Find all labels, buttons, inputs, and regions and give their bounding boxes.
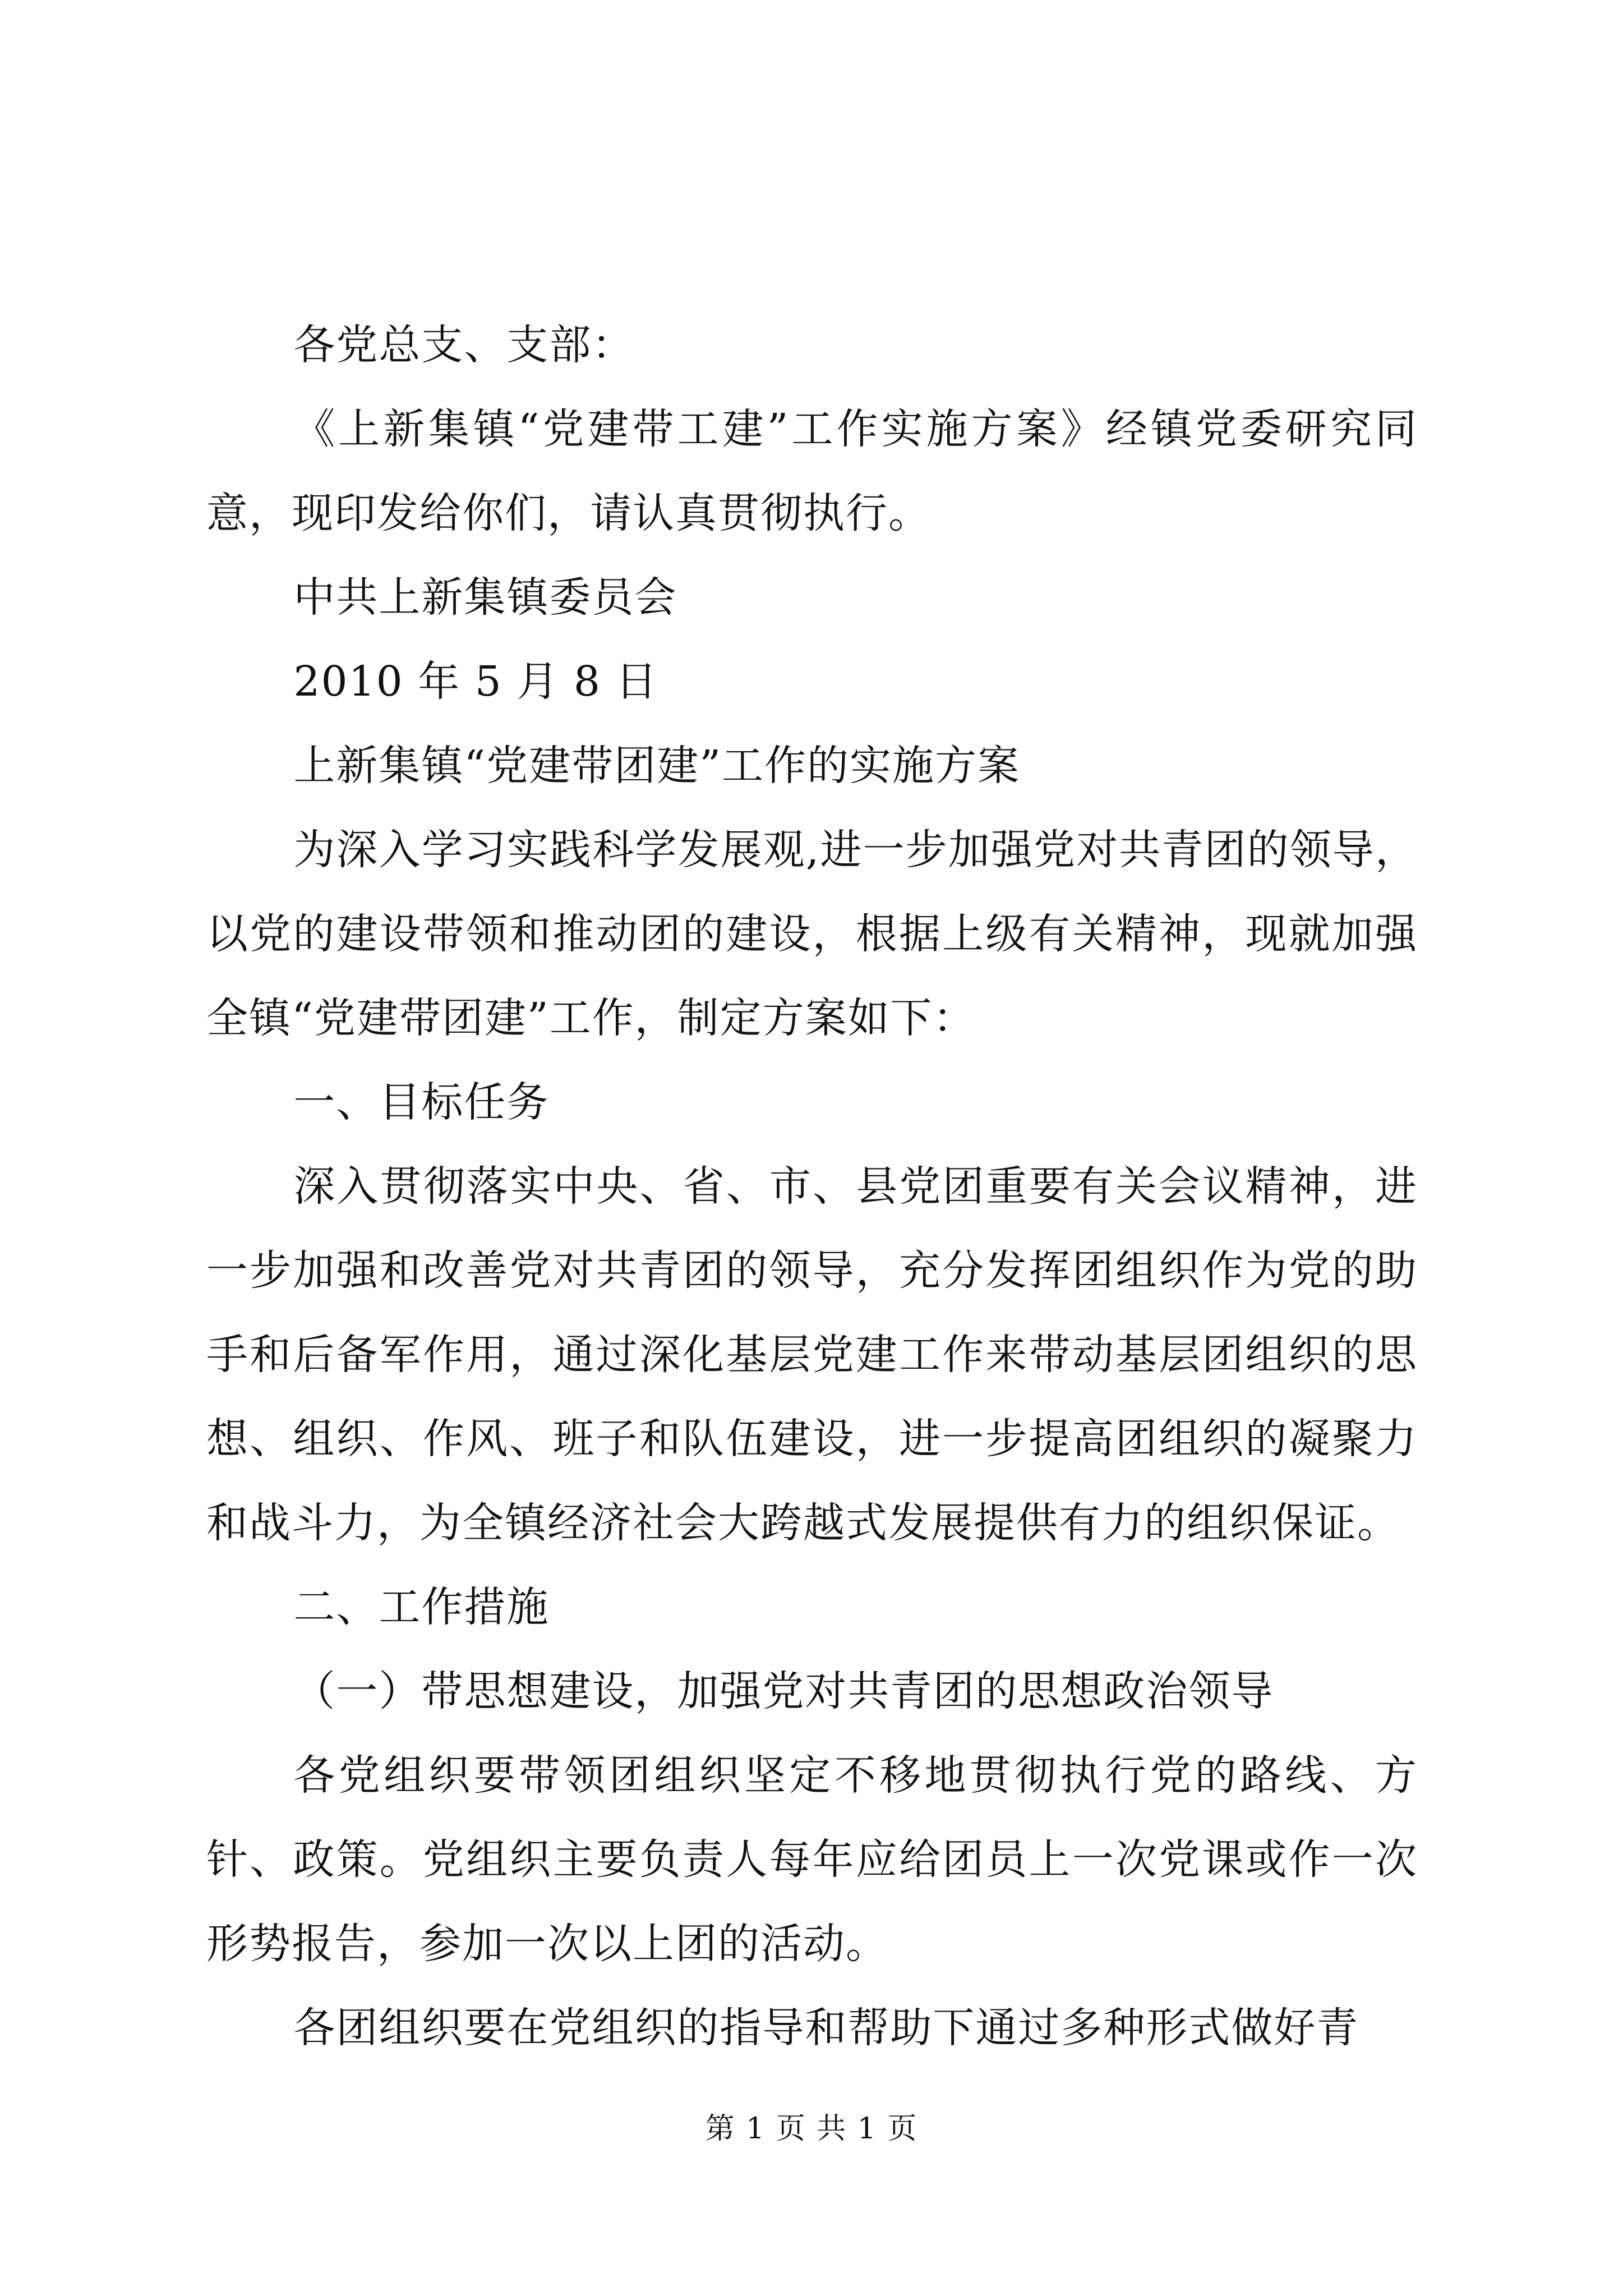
plan-title: 上新集镇“党建带团建”工作的实施方案 [293,742,1021,790]
league-paragraph: 各团组织要在党组织的指导和帮助下通过多种形式做好青 [293,2004,1359,2052]
document-body [206,303,1418,2070]
subsection-heading-thought: （一）带思想建设，加强党对共青团的思想政治领导 [293,1667,1274,1715]
goals-paragraph: 深入贯彻落实中央、省、市、县党团重要有关会议精神，进一步加强和改善党对共青团的领导，充分发挥团组织作为党的助手和后备军作用，通过深化基层党建工作来带动基层团组织的思想、组织、作风、班子和队伍建设，进一步提高团组织的凝聚力和战斗力，为全镇经济社会大跨越式发展提供有力的组织保证。 [206,1162,1418,1547]
salutation: 各党总支、支部： [293,321,635,369]
issue-date: 2010 年 5 月 8 日 [293,657,658,706]
issuer-name: 中共上新集镇委员会 [293,573,677,622]
notice-paragraph: 《上新集镇“党建带工建”工作实施方案》经镇党委研究同意，现印发给你们，请认真贯彻执行。 [206,405,1418,537]
page-footer: 第 1 页 共 1 页 [705,2112,918,2146]
thought-paragraph: 各党组织要带领团组织坚定不移地贯彻执行党的路线、方针、政策。党组织主要负责人每年应给团员上一次党课或作一次形势报告，参加一次以上团的活动。 [206,1751,1418,1968]
section-heading-measures: 二、工作措施 [293,1583,550,1631]
section-heading-goals: 一、目标任务 [293,1078,550,1126]
intro-paragraph: 为深入学习实践科学发展观,进一步加强党对共青团的领导，以党的建设带领和推动团的建设，根据上级有关精神，现就加强全镇“党建带团建”工作，制定方案如下： [206,826,1418,1042]
